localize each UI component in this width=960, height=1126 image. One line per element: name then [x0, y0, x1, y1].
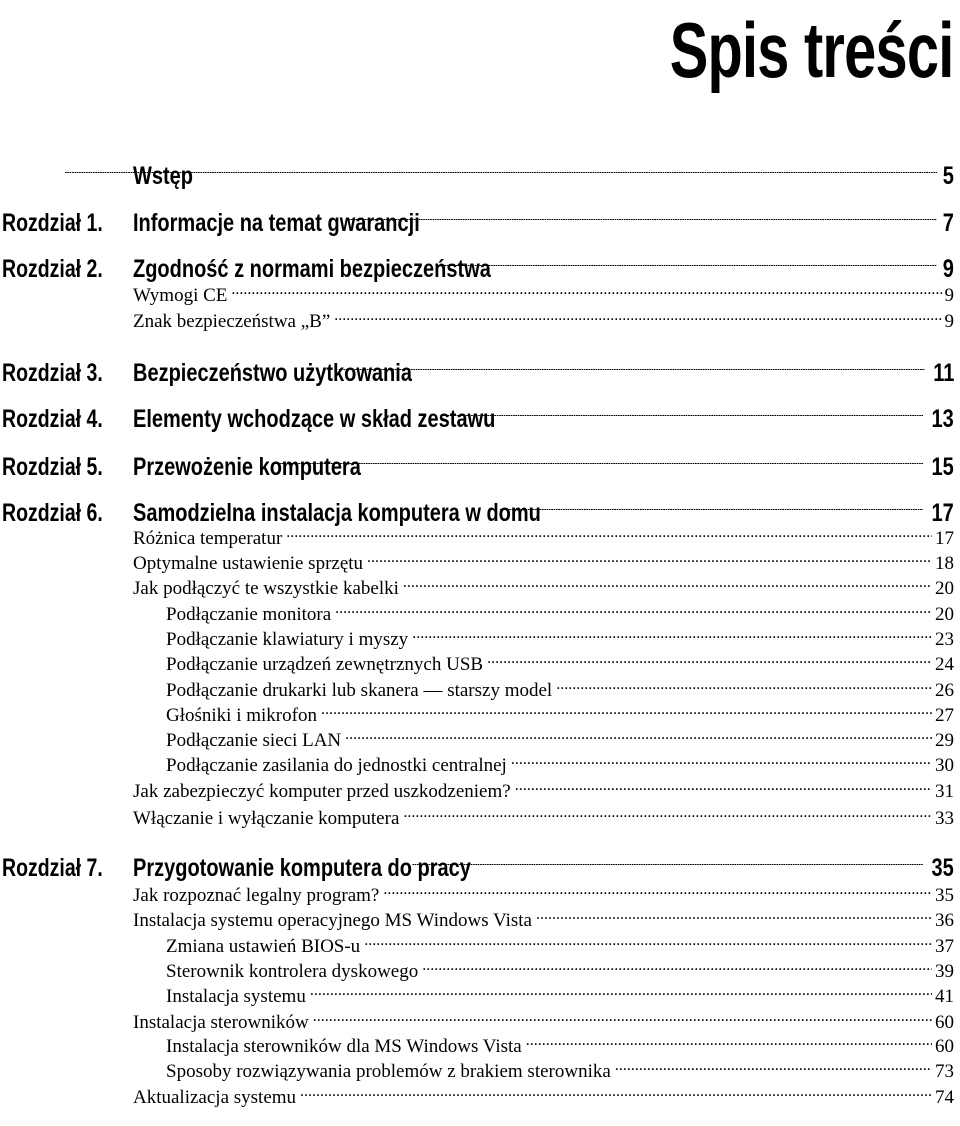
toc-entry — [0, 656, 960, 678]
toc-entry — [0, 313, 960, 335]
toc-entry — [0, 707, 960, 729]
dot-leader — [300, 1087, 932, 1103]
entry-title: Podłączanie drukarki lub skanera — starszy model — [166, 680, 553, 701]
entry-title: Wymogi CE — [133, 285, 228, 306]
entry-title: Zmiana ustawień BIOS-u — [166, 936, 361, 957]
page-number: 5 — [942, 162, 954, 190]
dot-leader — [442, 415, 923, 427]
toc-entry — [0, 631, 960, 653]
section-entry — [166, 680, 954, 702]
section-entry — [133, 311, 954, 333]
toc-entry — [0, 1014, 960, 1036]
section-entry — [133, 781, 954, 803]
page-number: 13 — [931, 405, 954, 433]
toc-entry — [0, 256, 960, 286]
dot-leader — [345, 730, 932, 746]
chapter-label: Rozdział 4. — [2, 405, 103, 433]
dot-leader — [367, 553, 932, 569]
toc-entry — [0, 210, 960, 240]
dot-leader — [313, 1012, 932, 1028]
entry-title: Instalacja sterowników — [133, 1012, 309, 1033]
page-title: Spis treści — [670, 6, 954, 94]
entry-title: Jak podłączyć te wszystkie kabelki — [133, 578, 399, 599]
chapter-entry — [133, 161, 954, 191]
dot-leader — [310, 986, 932, 1002]
dot-leader — [487, 654, 932, 670]
dot-leader — [231, 285, 941, 301]
entry-title: Sposoby rozwiązywania problemów z brakiem sterownika — [166, 1061, 611, 1082]
dot-leader — [274, 463, 923, 475]
entry-title: Samodzielna instalacja komputera w domu — [133, 499, 541, 527]
page-number: 23 — [935, 629, 954, 650]
dot-leader — [499, 509, 923, 521]
toc-entry — [0, 580, 960, 602]
toc-entry — [0, 912, 960, 934]
entry-title: Znak bezpieczeństwa „B” — [133, 311, 331, 332]
section-entry — [133, 528, 954, 550]
toc-entry — [0, 783, 960, 805]
entry-title: Instalacja systemu operacyjnego MS Windows Vista — [133, 910, 532, 931]
entry-title: Podłączanie klawiatury i myszy — [166, 629, 409, 650]
entry-title: Informacje na temat gwarancji — [133, 209, 420, 237]
toc-entry — [0, 500, 960, 530]
dot-leader — [321, 705, 932, 721]
section-entry — [166, 654, 954, 676]
toc-entry — [0, 963, 960, 985]
section-entry — [133, 808, 954, 830]
toc-entry — [0, 887, 960, 909]
entry-title: Głośniki i mikrofon — [166, 705, 317, 726]
entry-title: Optymalne ustawienie sprzętu — [133, 553, 364, 574]
dot-leader — [526, 1036, 932, 1052]
toc-entry — [0, 555, 960, 577]
page-number: 60 — [935, 1036, 954, 1057]
section-entry — [166, 1061, 954, 1083]
entry-title: Instalacja systemu — [166, 986, 306, 1007]
toc-entry — [0, 810, 960, 832]
page-number: 29 — [935, 730, 954, 751]
chapter-entry — [133, 404, 954, 434]
entry-title: Jak zabezpieczyć komputer przed uszkodzeniem? — [133, 781, 511, 802]
chapter-entry — [133, 254, 954, 284]
page-number: 9 — [942, 255, 954, 283]
page-number: 35 — [935, 885, 954, 906]
dot-leader — [383, 885, 932, 901]
page-number: 35 — [931, 854, 954, 882]
section-entry — [133, 910, 954, 932]
section-entry — [133, 285, 954, 307]
toc-entry — [0, 682, 960, 704]
page-number: 26 — [935, 680, 954, 701]
section-entry — [133, 578, 954, 600]
chapter-entry — [133, 452, 954, 482]
entry-title: Podłączanie urządzeń zewnętrznych USB — [166, 654, 484, 675]
dot-leader — [437, 265, 938, 277]
dot-leader — [536, 910, 932, 926]
chapter-entry — [133, 853, 954, 883]
entry-title: Przygotowanie komputera do pracy — [133, 854, 471, 882]
dot-leader — [64, 172, 937, 184]
page-number: 39 — [935, 961, 954, 982]
page-number: 17 — [931, 499, 954, 527]
dot-leader — [412, 864, 924, 876]
dot-leader — [403, 808, 932, 824]
dot-leader — [334, 311, 941, 327]
toc-entry — [0, 1038, 960, 1060]
page-number: 31 — [935, 781, 954, 802]
entry-title: Włączanie i wyłączanie komputera — [133, 808, 400, 829]
toc-entry — [0, 287, 960, 309]
page-number: 18 — [935, 553, 954, 574]
section-entry — [166, 629, 954, 651]
dot-leader — [348, 219, 937, 231]
dot-leader — [286, 528, 932, 544]
section-entry — [133, 1012, 954, 1034]
entry-title: Podłączanie sieci LAN — [166, 730, 342, 751]
dot-leader — [364, 936, 932, 952]
entry-title: Podłączanie zasilania do jednostki centralnej — [166, 755, 507, 776]
chapter-label: Rozdział 5. — [2, 453, 103, 481]
toc-entry — [0, 606, 960, 628]
dot-leader — [338, 369, 925, 381]
section-entry — [166, 936, 954, 958]
entry-title: Aktualizacja systemu — [133, 1087, 297, 1108]
section-entry — [133, 1087, 954, 1109]
toc-entry — [0, 530, 960, 552]
page-number: 11 — [932, 359, 954, 387]
page-number: 41 — [935, 986, 954, 1007]
chapter-entry — [133, 358, 954, 388]
entry-title: Elementy wchodzące w skład zestawu — [133, 405, 496, 433]
section-entry — [166, 986, 954, 1008]
entry-title: Wstęp — [133, 162, 193, 190]
dot-leader — [422, 961, 932, 977]
section-entry — [166, 1036, 954, 1058]
chapter-entry — [133, 208, 954, 238]
toc-entry — [0, 757, 960, 779]
toc-entry — [0, 1063, 960, 1085]
page-number: 27 — [935, 705, 954, 726]
section-entry — [133, 885, 954, 907]
entry-title: Przewożenie komputera — [133, 453, 361, 481]
page-number: 73 — [935, 1061, 954, 1082]
dot-leader — [412, 629, 932, 645]
dot-leader — [556, 680, 932, 696]
toc-entry — [0, 360, 960, 390]
entry-title: Różnica temperatur — [133, 528, 283, 549]
page-number: 20 — [935, 604, 954, 625]
page-number: 37 — [935, 936, 954, 957]
page-number: 20 — [935, 578, 954, 599]
page-number: 9 — [944, 285, 954, 306]
chapter-label: Rozdział 2. — [2, 255, 103, 283]
page-number: 7 — [942, 209, 954, 237]
dot-leader — [335, 604, 932, 620]
toc-entry — [0, 454, 960, 484]
toc-entry — [0, 163, 960, 193]
page-number: 74 — [935, 1087, 954, 1108]
section-entry — [166, 705, 954, 727]
page-number: 33 — [935, 808, 954, 829]
toc-entry — [0, 1089, 960, 1111]
dot-leader — [403, 578, 932, 594]
toc-entry — [0, 732, 960, 754]
entry-title: Podłączanie monitora — [166, 604, 332, 625]
entry-title: Bezpieczeństwo użytkowania — [133, 359, 412, 387]
page-number: 36 — [935, 910, 954, 931]
chapter-label: Rozdział 6. — [2, 499, 103, 527]
entry-title: Jak rozpoznać legalny program? — [133, 885, 380, 906]
page-number: 9 — [944, 311, 954, 332]
chapter-label: Rozdział 3. — [2, 359, 103, 387]
chapter-label: Rozdział 1. — [2, 209, 103, 237]
page-number: 24 — [935, 654, 954, 675]
page-number: 30 — [935, 755, 954, 776]
entry-title: Zgodność z normami bezpieczeństwa — [133, 255, 491, 283]
toc-entry — [0, 938, 960, 960]
section-entry — [166, 730, 954, 752]
entry-title: Sterownik kontrolera dyskowego — [166, 961, 419, 982]
chapter-label: Rozdział 7. — [2, 854, 103, 882]
page-number: 17 — [935, 528, 954, 549]
dot-leader — [511, 755, 932, 771]
section-entry — [166, 961, 954, 983]
section-entry — [133, 553, 954, 575]
dot-leader — [515, 781, 932, 797]
page-number: 15 — [931, 453, 954, 481]
chapter-entry — [133, 498, 954, 528]
section-entry — [166, 604, 954, 626]
toc-entry — [0, 406, 960, 436]
section-entry — [166, 755, 954, 777]
page-number: 60 — [935, 1012, 954, 1033]
toc-entry — [0, 988, 960, 1010]
entry-title: Instalacja sterowników dla MS Windows Vista — [166, 1036, 522, 1057]
toc-entry — [0, 855, 960, 885]
dot-leader — [615, 1061, 932, 1077]
